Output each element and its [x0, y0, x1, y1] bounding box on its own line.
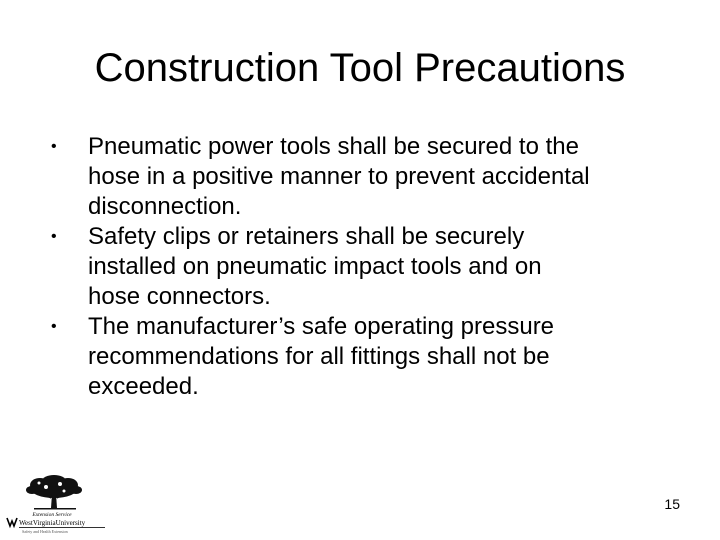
bullet-line: hose connectors. — [88, 283, 271, 310]
logo-line1: Extension Service — [32, 512, 72, 518]
wvu-extension-logo — [4, 474, 108, 536]
logo-line3: Safety and Health Extension — [22, 529, 68, 534]
wv-icon — [7, 518, 17, 526]
bullet-marker: • — [51, 318, 57, 335]
list-item — [0, 132, 720, 222]
bullet-line: disconnection. — [88, 193, 242, 220]
bullet-line: hose in a positive manner to prevent accidental — [88, 163, 590, 190]
bullet-line: Pneumatic power tools shall be secured to the — [88, 133, 579, 160]
bullet-marker: • — [51, 228, 57, 245]
page-number: 15 — [664, 496, 680, 512]
bullet-marker: • — [51, 138, 57, 155]
list-item — [0, 312, 720, 402]
bullet-line: Safety clips or retainers shall be securely — [88, 223, 525, 250]
logo-line2: WestVirginiaUniversity — [19, 519, 86, 527]
list-item — [0, 222, 720, 312]
bullet-line: recommendations for all fittings shall not be — [88, 343, 550, 370]
bullet-line: The manufacturer’s safe operating pressure — [88, 313, 555, 340]
bullet-text — [88, 132, 688, 222]
bullet-line: installed on pneumatic impact tools and on — [88, 253, 542, 280]
bullet-text — [88, 222, 688, 312]
bullet-text — [88, 312, 688, 402]
bullet-list — [0, 132, 720, 402]
slide-title: Construction Tool Precautions — [94, 46, 626, 90]
bullet-line: exceeded. — [88, 373, 199, 400]
tree-icon — [26, 475, 82, 510]
